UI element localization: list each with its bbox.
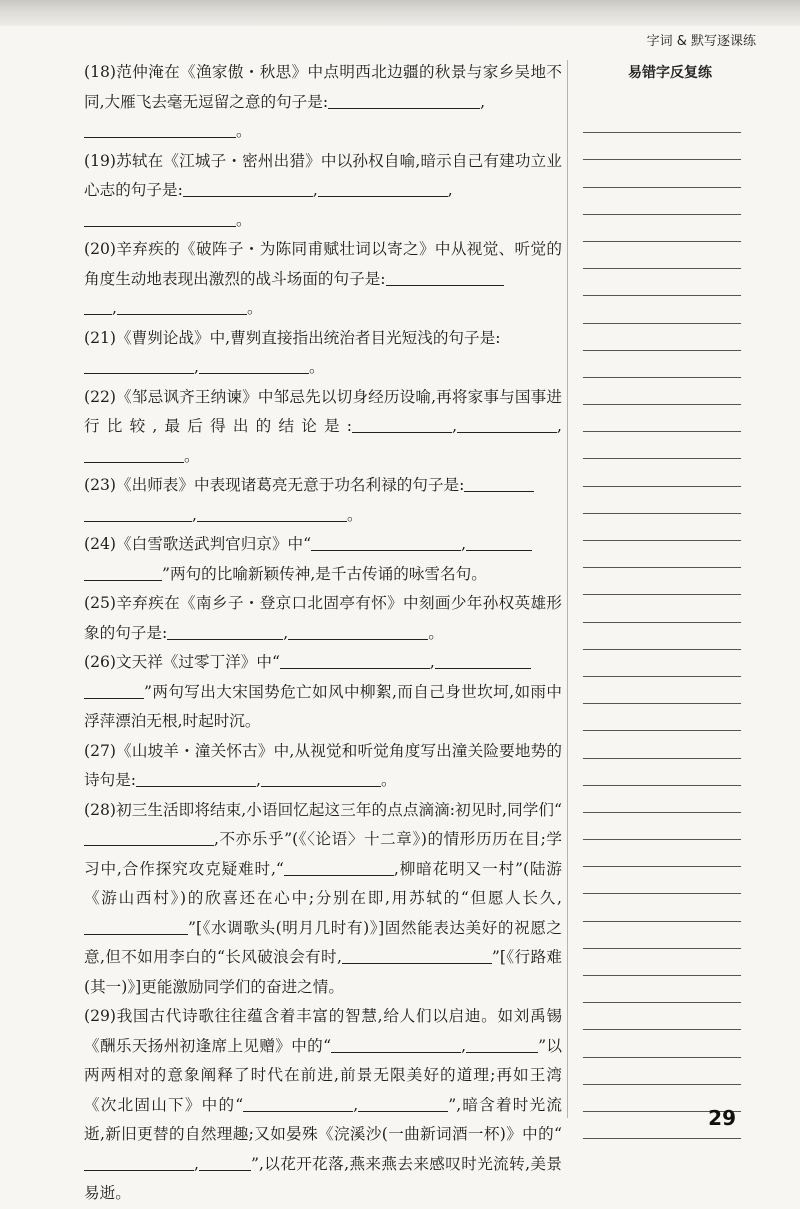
questions-column (84, 58, 562, 1209)
review-line[interactable] (583, 731, 741, 758)
answer-blank[interactable] (84, 918, 188, 935)
review-line[interactable] (583, 541, 741, 568)
answer-blank[interactable] (167, 623, 283, 640)
answer-blank[interactable] (311, 534, 461, 551)
question-18: (18)范仲淹在《渔家傲・秋思》中点明西北边疆的秋景与家乡吴地不同,大雁飞去毫无逗留之意的句子是: , 。 (84, 63, 562, 140)
review-line[interactable] (583, 133, 741, 160)
answer-blank[interactable] (199, 357, 309, 374)
review-line[interactable] (583, 215, 741, 242)
answer-blank[interactable] (358, 1095, 448, 1112)
review-line[interactable] (583, 106, 741, 133)
answer-blank[interactable] (84, 298, 112, 315)
review-line[interactable] (583, 160, 741, 187)
question-26: (26)文天祥《过零丁洋》中“ , ”两句写出大宋国势危亡如风中柳絮,而自己身世坎坷,如雨中浮萍漂泊无根,时起时沉。 (84, 653, 562, 730)
review-line[interactable] (583, 677, 741, 704)
question-27: (27)《山坡羊・潼关怀古》中,从视觉和听觉角度写出潼关险要地势的诗句是: , 。 (84, 741, 562, 789)
answer-blank[interactable] (352, 416, 452, 433)
review-line[interactable] (583, 840, 741, 867)
answer-blank[interactable] (84, 564, 162, 581)
review-line[interactable] (583, 188, 741, 215)
question-20: (20)辛弃疾的《破阵子・为陈同甫赋壮词以寄之》中从视觉、听觉的角度生动地表现出激烈的战斗场面的句子是: , 。 (84, 240, 562, 317)
review-line[interactable] (583, 1030, 741, 1057)
review-line[interactable] (583, 949, 741, 976)
column-divider (567, 60, 568, 1118)
review-line[interactable] (583, 867, 741, 894)
review-line[interactable] (583, 405, 741, 432)
answer-blank[interactable] (328, 92, 480, 109)
answer-blank[interactable] (197, 505, 347, 522)
page-number: 29 (708, 1106, 736, 1130)
review-practice-lines[interactable] (583, 106, 741, 1139)
answer-blank[interactable] (386, 269, 504, 286)
answer-blank[interactable] (342, 947, 492, 964)
answer-blank[interactable] (84, 829, 214, 846)
review-line[interactable] (583, 623, 741, 650)
answer-blank[interactable] (466, 534, 532, 551)
answer-blank[interactable] (261, 770, 381, 787)
review-line[interactable] (583, 324, 741, 351)
review-line[interactable] (583, 568, 741, 595)
answer-blank[interactable] (183, 180, 313, 197)
answer-blank[interactable] (84, 357, 194, 374)
review-line[interactable] (583, 378, 741, 405)
review-line[interactable] (583, 650, 741, 677)
answer-blank[interactable] (84, 1154, 194, 1171)
answer-blank[interactable] (84, 682, 144, 699)
answer-blank[interactable] (318, 180, 448, 197)
review-line[interactable] (583, 813, 741, 840)
review-title: 易错字反复练 (628, 65, 712, 81)
review-line[interactable] (583, 922, 741, 949)
review-line[interactable] (583, 595, 741, 622)
review-line[interactable] (583, 459, 741, 486)
question-22: (22)《邹忌讽齐王纳谏》中邹忌先以切身经历设喻,再将家事与国事进行比较,最后得出的结论是: , ,。 (84, 387, 562, 465)
question-25: (25)辛弃疾在《南乡子・登京口北固亭有怀》中刻画少年孙权英雄形象的句子是: , 。 (84, 594, 562, 642)
answer-blank[interactable] (288, 623, 428, 640)
review-line[interactable] (583, 786, 741, 813)
review-line[interactable] (583, 351, 741, 378)
review-line[interactable] (583, 759, 741, 786)
answer-blank[interactable] (84, 121, 236, 138)
review-line[interactable] (583, 1058, 741, 1085)
answer-blank[interactable] (284, 859, 394, 876)
question-24: (24)《白雪歌送武判官归京》中“ , ”两句的比喻新颖传神,是千古传诵的咏雪名句。 (84, 530, 562, 589)
answer-blank[interactable] (84, 210, 236, 227)
question-29: (29)我国古代诗歌往往蕴含着丰富的智慧,给人们以启迪。如刘禹锡《酬乐天扬州初逢席上见赠》中的“ , ”以两两相对的意象阐释了时代在前进,前景无限美好的道理;再如王湾《次北固山下》中的“ , ”,暗含着时光流逝,新旧更替的自然理趣;又如晏殊《浣溪沙(一曲新词酒一杯)》中的“, ”,以花开花落,燕来燕去来感叹时光流转,美景易逝。 (84, 1007, 562, 1202)
answer-blank[interactable] (117, 298, 247, 315)
review-line[interactable] (583, 269, 741, 296)
answer-blank[interactable] (464, 475, 534, 492)
answer-blank[interactable] (331, 1036, 461, 1053)
question-23: (23)《出师表》中表现诸葛亮无意于功名利禄的句子是: , 。 (84, 471, 562, 530)
review-line[interactable] (583, 514, 741, 541)
review-line[interactable] (583, 296, 741, 323)
answer-blank[interactable] (435, 652, 531, 669)
answer-blank[interactable] (457, 416, 557, 433)
answer-blank[interactable] (84, 446, 184, 463)
review-line[interactable] (583, 432, 741, 459)
scan-edge (0, 0, 800, 26)
review-line[interactable] (583, 487, 741, 514)
section-header: 字词 & 默写逐课练 (646, 34, 756, 49)
question-21: (21)《曹刿论战》中,曹刿直接指出统治者目光短浅的句子是: , 。 (84, 328, 501, 376)
question-28: (28)初三生活即将结束,小语回忆起这三年的点点滴滴:初见时,同学们“,不亦乐乎”(《〈论语〉十二章》)的情形历历在目;学习中,合作探究攻克疑难时,“ ,柳暗花明又一村”(陆游《游山西村》)的欣喜还在心中;分别在即,用苏轼的“但愿人长久,”[《水调歌头(明月几时有)》]固然能表达美好的祝愿之意,但不如用李白的“长风破浪会有时, ”[《行路难(其一)》]更能激励同学们的奋进之情。 (84, 800, 562, 996)
answer-blank[interactable] (84, 505, 192, 522)
review-line[interactable] (583, 242, 741, 269)
answer-blank[interactable] (280, 652, 430, 669)
answer-blank[interactable] (243, 1095, 353, 1112)
answer-blank[interactable] (199, 1154, 251, 1171)
review-line[interactable] (583, 976, 741, 1003)
review-line[interactable] (583, 704, 741, 731)
question-19: (19)苏轼在《江城子・密州出猎》中以孙权自喻,暗示自己有建功立业心志的句子是: , , 。 (84, 151, 562, 229)
review-line[interactable] (583, 1003, 741, 1030)
answer-blank[interactable] (136, 770, 256, 787)
review-line[interactable] (583, 894, 741, 921)
answer-blank[interactable] (466, 1036, 538, 1053)
